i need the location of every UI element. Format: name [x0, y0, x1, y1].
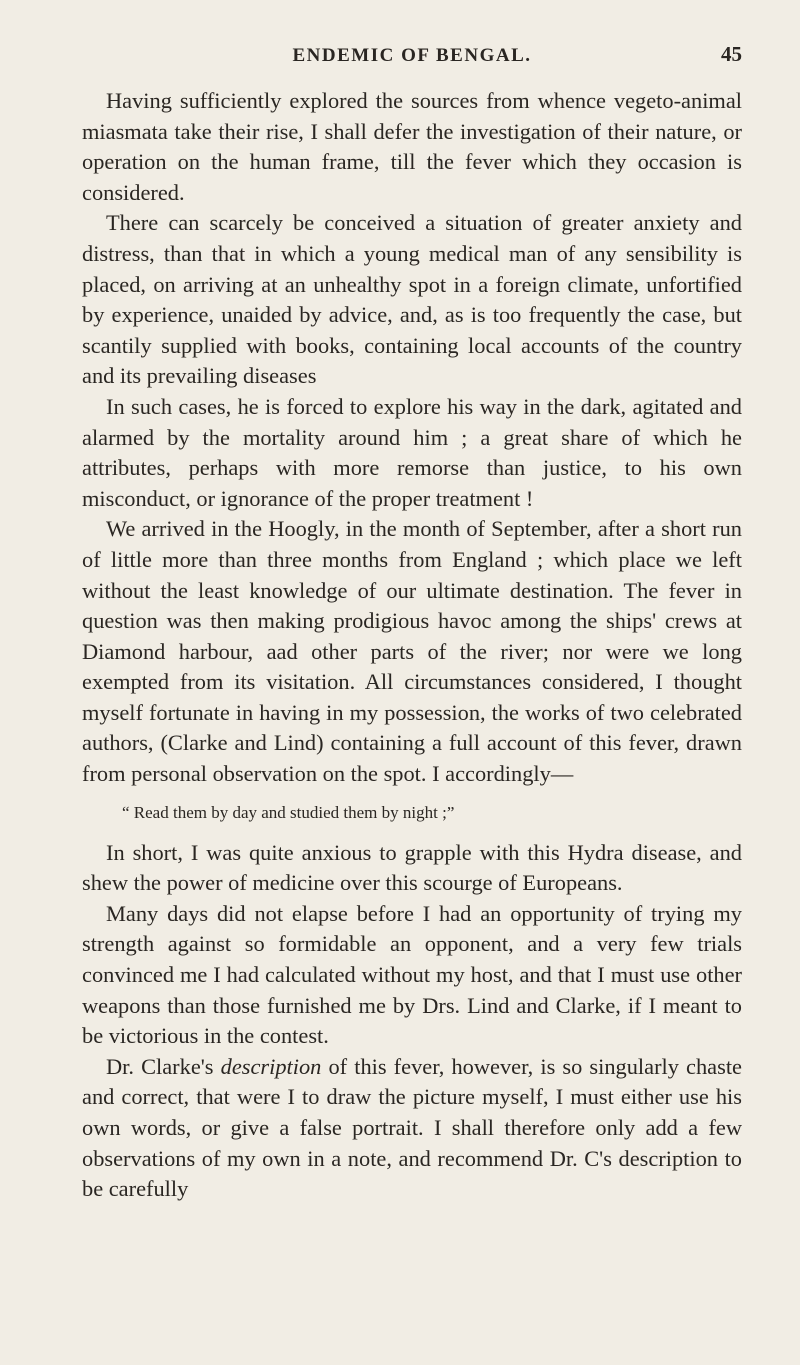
italic-description: description — [220, 1053, 322, 1079]
running-head — [82, 42, 742, 76]
body-text — [82, 86, 742, 1205]
paragraph-4: We arrived in the Hoogly, in the month of September, after a short run of little more than three months from England ; which place we left without the least knowledge of our ultimate destination. The fever in question was then making prodigious havoc among the ships' crews at Diamond harbour, aad other parts of the river; nor were we long exempted from its visitation. All circumstances considered, I thought myself fortunate in having in my possession, the works of two celebrated authors, (Clarke and Lind) containing a full account of this fever, drawn from personal observation on the spot. I accordingly— — [82, 516, 742, 787]
running-title: ENDEMIC OF BENGAL. — [292, 45, 532, 66]
page-number: 45 — [721, 42, 742, 66]
paragraph-7 — [82, 1052, 742, 1205]
block-quote: “ Read them by day and studied them by night ;” — [122, 802, 455, 822]
paragraph-1: Having sufficiently explored the sources from whence vegeto-animal miasmata take their rise, I shall defer the investigation of their nature, or operation on the human frame, till the fever which they occasion is considered. — [82, 88, 742, 205]
paragraph-7-rest: of this fever, however, is so singularly chaste and correct, that were I to draw the picture myself, I must either use his own words, or give a false portrait. I shall therefore only add a few observations of my own in a note, and recommend Dr. C's description to be carefully — [82, 1053, 742, 1202]
paragraph-6: Many days did not elapse before I had an opportunity of trying my strength against so formidable an opponent, and a very few trials convinced me I had calculated without my host, and that I must use other weapons than those furnished me by Drs. Lind and Clarke, if I meant to be victorious in the contest. — [82, 900, 742, 1049]
paragraph-7-start: Dr. Clarke's — [106, 1053, 221, 1079]
paragraph-3: In such cases, he is forced to explore his way in the dark, agitated and alarmed by the mortality around him ; a great share of which he attributes, perhaps with more remorse than justice, to his own misconduct, or ignorance of the proper treatment ! — [82, 393, 742, 511]
paragraph-5: In short, I was quite anxious to grapple with this Hydra disease, and shew the power of medicine over this scourge of Europeans. — [82, 839, 742, 896]
paragraph-2: There can scarcely be conceived a situation of greater anxiety and distress, than that in which a young medical man of any sensibility is placed, on arriving at an unhealthy spot in a foreign climate, unfortified by experience, unaided by advice, and, as is too frequently the case, but scantily supplied with books, containing local accounts of the country and its prevailing diseases — [82, 210, 742, 389]
